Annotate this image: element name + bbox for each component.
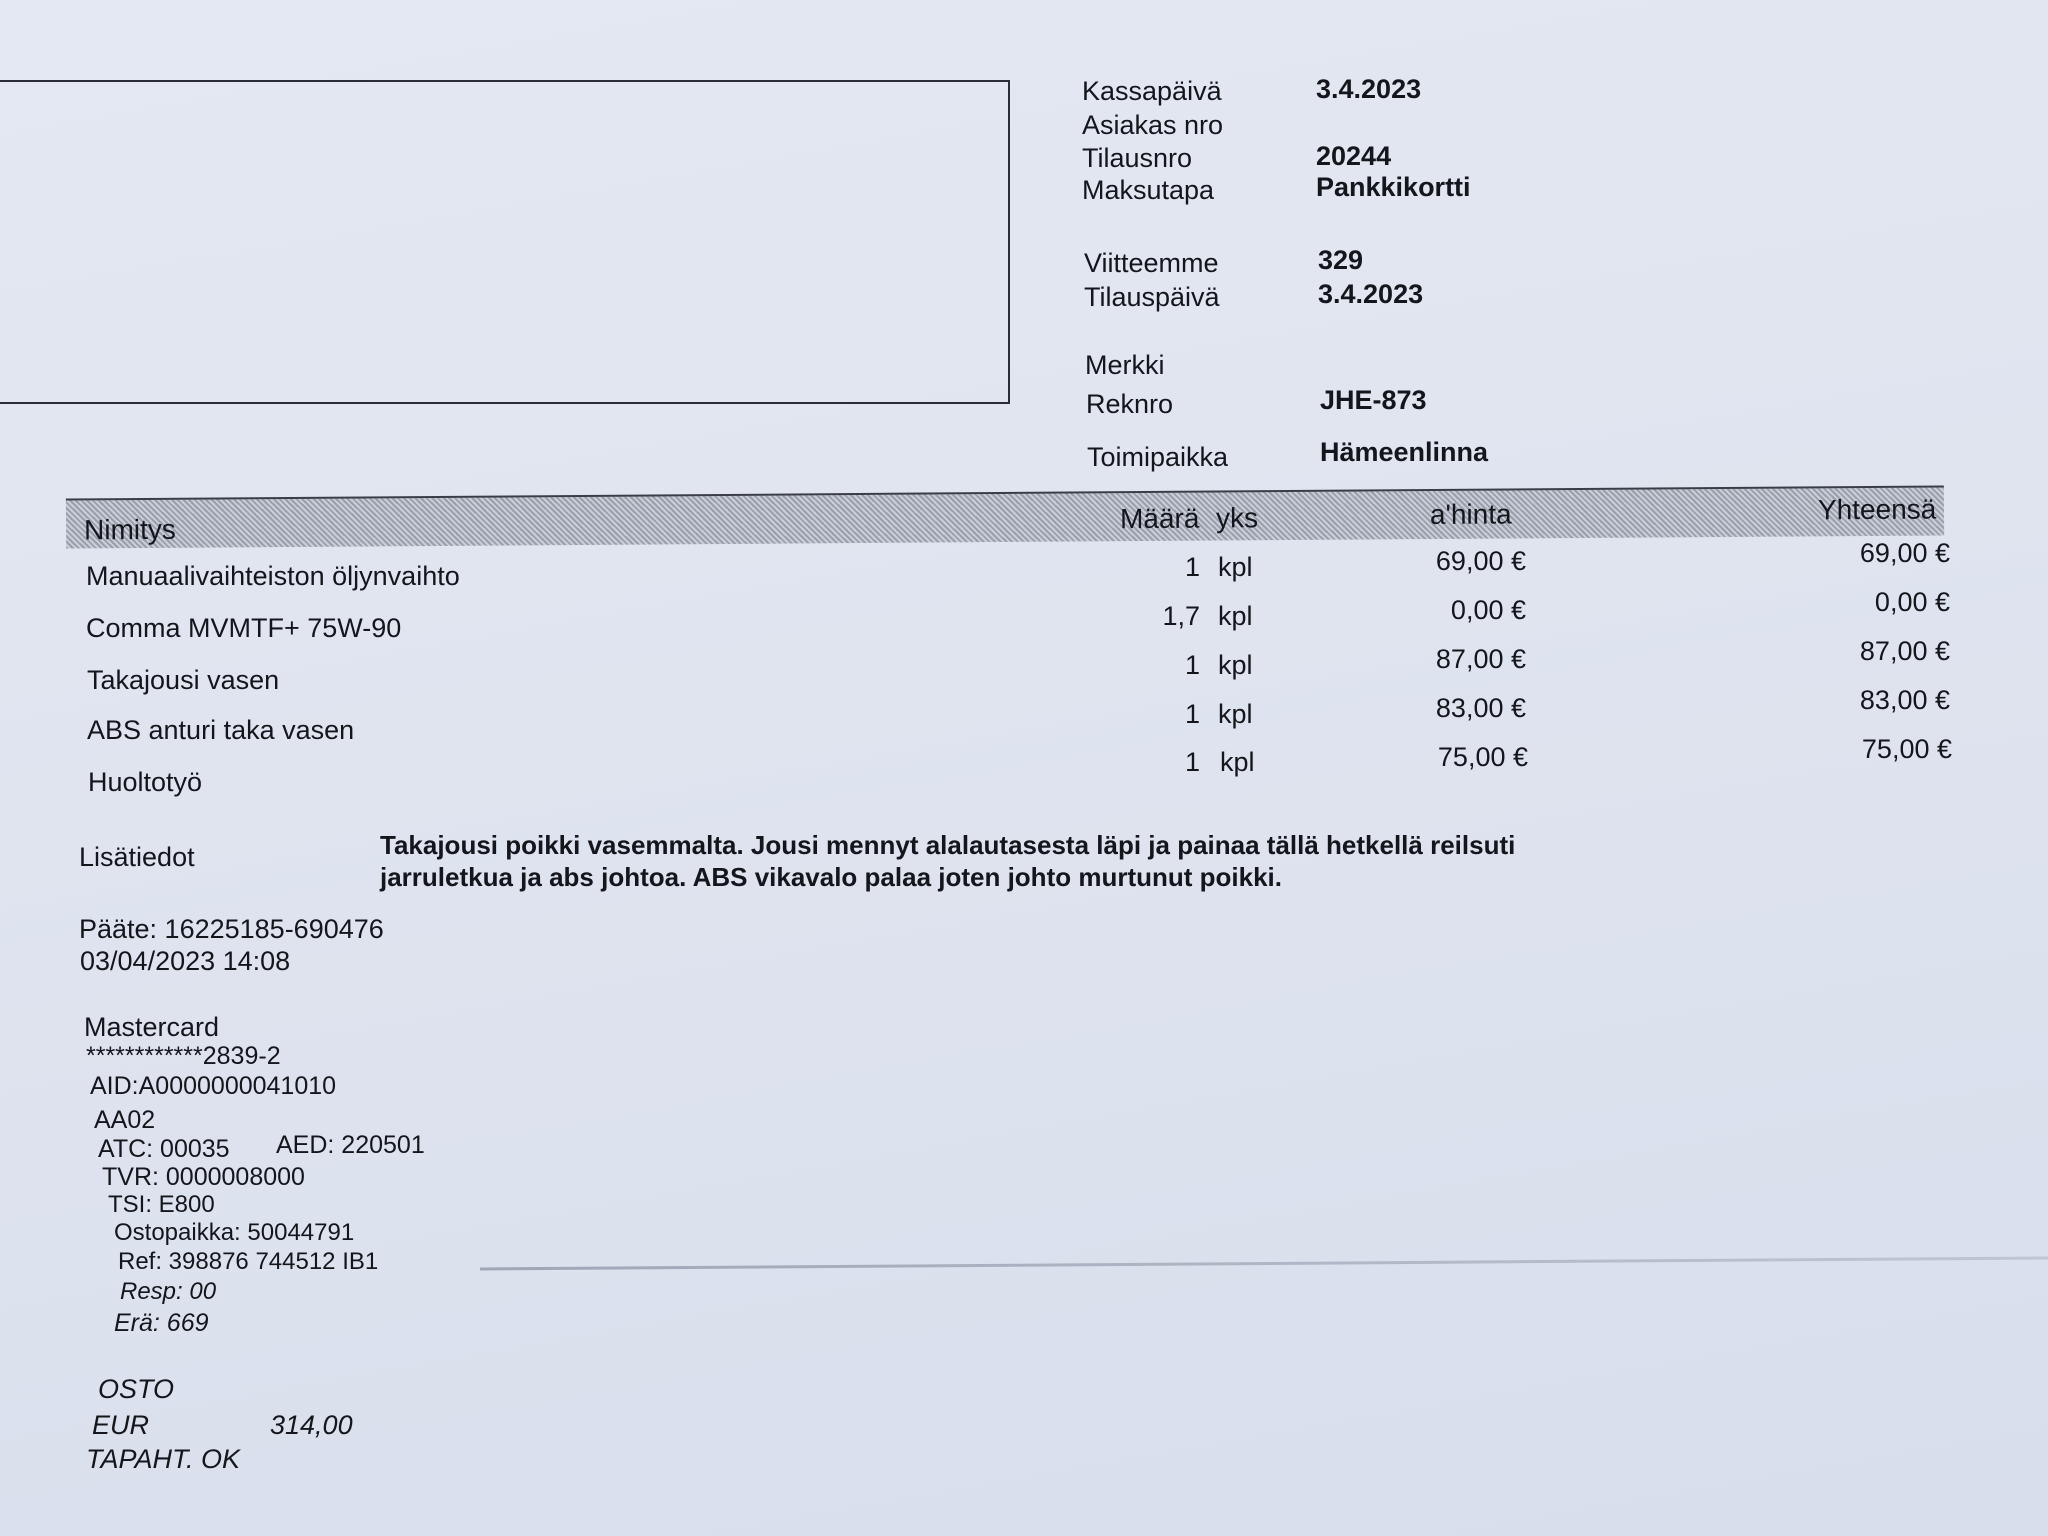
currency: EUR [92, 1410, 150, 1440]
item-name: Manuaalivaihteiston öljynvaihto [86, 561, 460, 591]
item-name: Huoltotyö [88, 767, 203, 797]
notes-line-1: Takajousi poikki vasemmalta. Jousi mennyt alalautasesta läpi ja painaa tällä hetkellä reilsuti [380, 830, 1516, 860]
toimipaikka-label: Toimipaikka [1087, 442, 1229, 472]
tvr: TVR: 0000008000 [102, 1163, 305, 1191]
item-unit: kpl [1218, 552, 1253, 582]
viitteemme-value: 329 [1318, 245, 1364, 275]
merkki-label: Merkki [1085, 350, 1165, 380]
viitteemme-label: Viitteemme [1084, 248, 1219, 278]
item-total: 75,00 € [1861, 734, 1952, 764]
notes-label: Lisätiedot [79, 842, 195, 872]
notes-line-2: jarruletkua ja abs johtoa. ABS vikavalo palaa joten johto murtunut poikki. [380, 862, 1282, 892]
item-qty: 1,7 [1162, 601, 1200, 631]
item-qty: 1 [1184, 747, 1200, 777]
item-name: Comma MVMTF+ 75W-90 [86, 613, 402, 643]
item-qty: 1 [1184, 650, 1200, 680]
card-type: Mastercard [84, 1012, 220, 1042]
item-price: 83,00 € [1435, 693, 1526, 723]
item-unit: kpl [1218, 650, 1253, 680]
address-box [0, 80, 1010, 404]
tilauspaiva-label: Tilauspäivä [1084, 282, 1220, 312]
item-unit: kpl [1218, 699, 1253, 729]
tilausnro-value: 20244 [1316, 141, 1392, 171]
header-yks: yks [1215, 502, 1259, 534]
terminal-id: Pääte: 16225185-690476 [79, 914, 384, 944]
ref: Ref: 398876 744512 IB1 [118, 1248, 379, 1275]
item-unit: kpl [1220, 747, 1255, 777]
item-name: Takajousi vasen [87, 665, 280, 695]
era: Erä: 669 [114, 1309, 209, 1337]
header-ahinta: a'hinta [1429, 498, 1512, 531]
total-amount: 314,00 [270, 1410, 353, 1440]
aed: AED: 220501 [276, 1131, 425, 1159]
tilauspaiva-value: 3.4.2023 [1318, 279, 1424, 309]
card-number: ************2839-2 [86, 1042, 281, 1070]
resp: Resp: 00 [120, 1278, 217, 1305]
ostopaikka: Ostopaikka: 50044791 [114, 1219, 355, 1246]
item-name: ABS anturi taka vasen [87, 715, 355, 745]
item-price: 75,00 € [1437, 742, 1528, 772]
item-total: 0,00 € [1874, 587, 1950, 617]
tilausnro-label: Tilausnro [1082, 143, 1193, 173]
header-nimitys: Nimitys [83, 513, 176, 546]
tsi: TSI: E800 [108, 1191, 215, 1218]
item-total: 83,00 € [1859, 685, 1950, 715]
header-yhteensa: Yhteensä [1817, 493, 1937, 526]
aa-code: AA02 [94, 1106, 156, 1134]
osto-label: OSTO [98, 1374, 175, 1404]
item-price: 69,00 € [1435, 546, 1526, 576]
maksutapa-value: Pankkikortti [1316, 172, 1471, 202]
item-total: 87,00 € [1859, 636, 1950, 666]
aid: AID:A0000000041010 [90, 1072, 337, 1100]
reknro-label: Reknro [1086, 389, 1174, 419]
kassapaiva-value: 3.4.2023 [1316, 74, 1422, 104]
item-qty: 1 [1184, 699, 1200, 729]
kassapaiva-label: Kassapäivä [1082, 76, 1222, 106]
transaction-datetime: 03/04/2023 14:08 [80, 946, 291, 976]
item-price: 0,00 € [1450, 595, 1526, 625]
atc: ATC: 00035 [98, 1135, 230, 1163]
asiakas-label: Asiakas nro [1082, 110, 1224, 140]
reknro-value: JHE-873 [1320, 385, 1427, 415]
item-qty: 1 [1184, 552, 1200, 582]
maksutapa-label: Maksutapa [1082, 175, 1215, 205]
item-unit: kpl [1218, 601, 1253, 631]
transaction-status: TAPAHT. OK [86, 1444, 241, 1474]
toimipaikka-value: Hämeenlinna [1320, 437, 1489, 467]
header-maara: Määrä [1119, 502, 1200, 535]
item-price: 87,00 € [1435, 644, 1526, 674]
item-total: 69,00 € [1859, 538, 1950, 568]
